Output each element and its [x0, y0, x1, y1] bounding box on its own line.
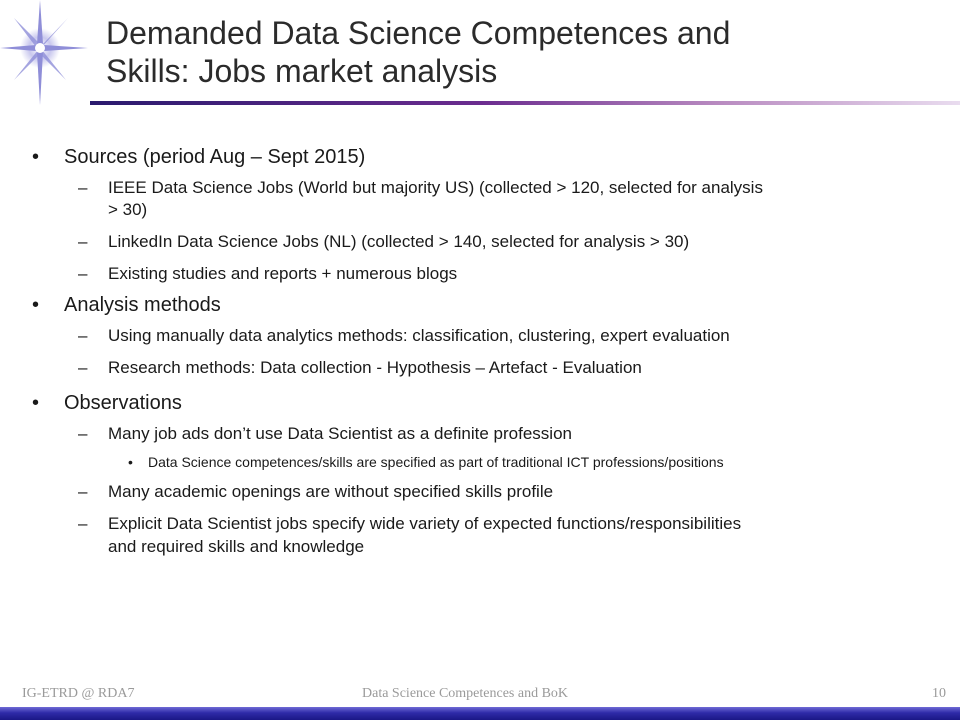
sub-bullet-manual-methods: Using manually data analytics methods: classification, clustering, expert evaluation: [108, 326, 730, 345]
slide-title: [106, 14, 926, 90]
dash-marker: –: [78, 178, 88, 197]
bullet-observations: Observations: [64, 392, 182, 414]
page-number: 10: [932, 686, 946, 701]
dash-marker: –: [78, 326, 88, 345]
sub-bullet-academic-openings: Many academic openings are without specified skills profile: [108, 482, 554, 501]
dash-marker: –: [78, 482, 88, 501]
bullet-marker: •: [32, 294, 40, 316]
footer-event: IG-ETRD @ RDA7: [22, 686, 135, 701]
bullet-sources: Sources (period Aug – Sept 2015): [64, 146, 366, 168]
sub-bullet-research-methods: Research methods: Data collection - Hypothesis – Artefact - Evaluation: [108, 358, 642, 377]
title-divider: [90, 101, 960, 105]
sub-sub-bullet-ict-professions: Data Science competences/skills are specified as part of traditional ICT professions/positions: [148, 454, 724, 470]
footer-presentation-title: Data Science Competences and BoK: [362, 686, 569, 701]
footer-bar: [0, 707, 960, 720]
dash-marker: –: [78, 264, 88, 283]
sub-bullet-ieee-line-2: > 30): [108, 200, 148, 219]
dash-marker: –: [78, 514, 88, 533]
sub-bullet-explicit-jobs-line-1: Explicit Data Scientist jobs specify wide variety of expected functions/responsibilities: [108, 514, 742, 533]
dash-marker: –: [78, 424, 88, 443]
bullet-analysis-methods: Analysis methods: [64, 294, 221, 316]
sub-bullet-linkedin: LinkedIn Data Science Jobs (NL) (collected > 140, selected for analysis > 30): [108, 232, 690, 251]
dash-marker: –: [78, 358, 88, 377]
bullet-marker: •: [32, 392, 40, 414]
sub-bullet-studies: Existing studies and reports + numerous blogs: [108, 264, 458, 283]
bullet-marker: •: [32, 146, 40, 168]
small-bullet-marker: •: [128, 454, 133, 470]
sub-bullet-explicit-jobs-line-2: and required skills and knowledge: [108, 537, 365, 556]
slide-title-line-1: Demanded Data Science Competences and: [106, 15, 731, 51]
sub-bullet-ieee-line-1: IEEE Data Science Jobs (World but majority US) (collected > 120, selected for analysis: [108, 178, 763, 197]
star-logo-icon: [0, 0, 90, 110]
sub-bullet-job-ads: Many job ads don’t use Data Scientist as a definite profession: [108, 424, 572, 443]
dash-marker: –: [78, 232, 88, 251]
slide-title-line-2: Skills: Jobs market analysis: [106, 53, 498, 89]
